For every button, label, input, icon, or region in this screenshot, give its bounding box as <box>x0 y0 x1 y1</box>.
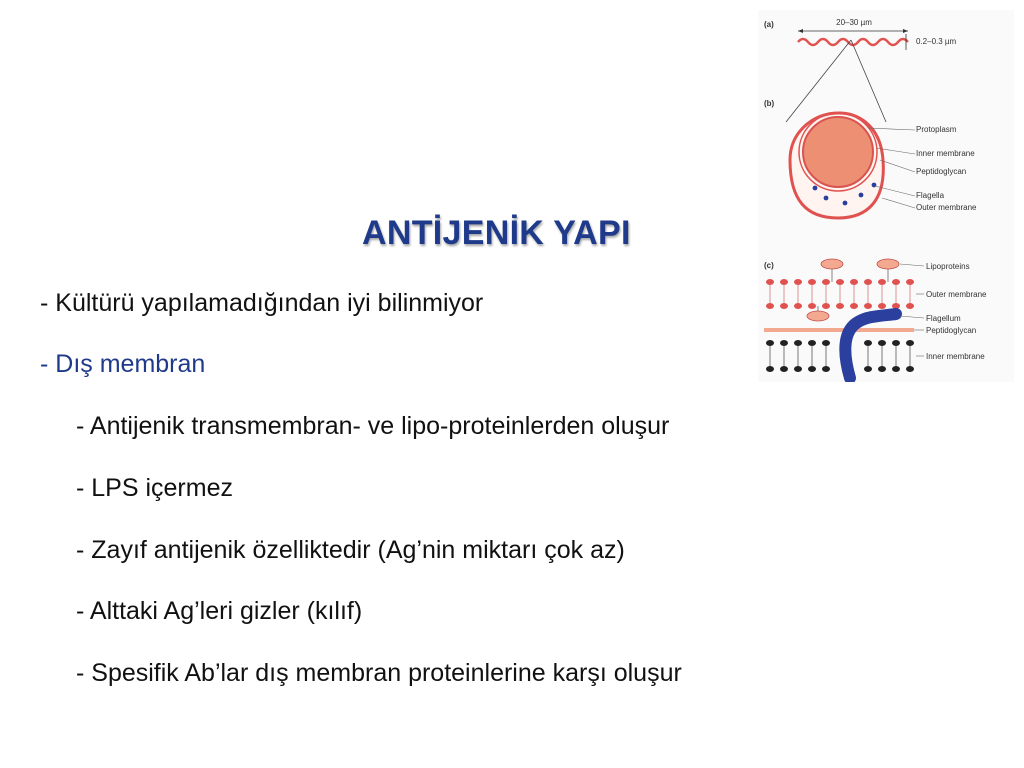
bullet-culture: - Kültürü yapılamadığından iyi bilinmiyor <box>40 289 484 317</box>
label-peptidoglycan-c: Peptidoglycan <box>926 326 977 335</box>
panel-a-width: 0.2–0.3 µm <box>916 37 957 46</box>
sub-bullet-lps: - LPS içermez <box>76 474 233 502</box>
label-inner-membrane-b: Inner membrane <box>916 149 975 158</box>
label-outer-membrane-b: Outer membrane <box>916 203 977 212</box>
sub-bullet-weak-antigenic: - Zayıf antijenik özelliktedir (Ag’nin miktarı çok az) <box>76 536 625 564</box>
label-lipoproteins: Lipoproteins <box>926 262 970 271</box>
panel-a-label: (a) <box>764 20 774 29</box>
label-protoplasm: Protoplasm <box>916 125 957 134</box>
sub-bullet-hides-antigens: - Alttaki Ag’leri gizler (kılıf) <box>76 597 363 625</box>
sub-bullet-proteins: - Antijenik transmembran- ve lipo-proteinlerden oluşur <box>76 412 670 440</box>
panel-c-label: (c) <box>764 261 774 270</box>
sub-bullet-specific-antibodies: - Spesifik Ab’lar dış membran proteinlerine karşı oluşur <box>76 659 682 687</box>
label-outer-membrane-c: Outer membrane <box>926 290 987 299</box>
slide-title: ANTİJENİK YAPI <box>362 214 631 252</box>
label-flagella: Flagella <box>916 191 945 200</box>
spirochete-structure-figure <box>758 10 1014 382</box>
panel-b-label: (b) <box>764 99 775 108</box>
bullet-outer-membrane: - Dış membran <box>40 350 206 378</box>
label-inner-membrane-c: Inner membrane <box>926 352 985 361</box>
label-peptidoglycan-b: Peptidoglycan <box>916 167 967 176</box>
panel-a-length: 20–30 µm <box>836 18 872 27</box>
label-flagellum: Flagellum <box>926 314 961 323</box>
